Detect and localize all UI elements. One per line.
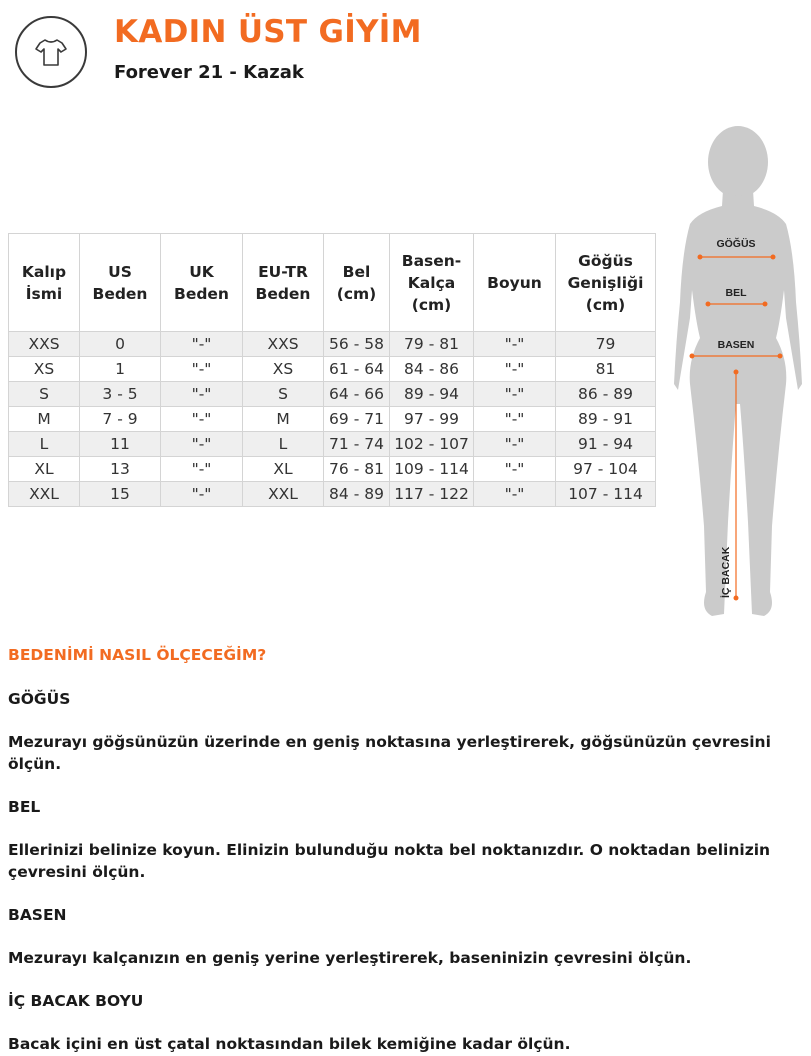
- column-header-line: (cm): [411, 295, 452, 314]
- table-cell: 86 - 89: [556, 382, 656, 407]
- column-header: [474, 234, 556, 332]
- column-header-line: Beden: [174, 284, 229, 303]
- column-header: [80, 234, 161, 332]
- measurement-guide: [8, 645, 798, 1055]
- table-cell: XS: [243, 357, 324, 382]
- table-cell: XXS: [9, 332, 80, 357]
- column-header-line: Beden: [92, 284, 148, 303]
- tshirt-icon: [33, 34, 69, 70]
- table-cell: 79: [556, 332, 656, 357]
- table-cell: 97 - 104: [556, 457, 656, 482]
- table-cell: XL: [243, 457, 324, 482]
- table-cell: "-": [474, 382, 556, 407]
- table-cell: 64 - 66: [324, 382, 390, 407]
- table-cell: 56 - 58: [324, 332, 390, 357]
- table-row: [9, 457, 656, 482]
- table-cell: 13: [80, 457, 161, 482]
- table-cell: "-": [474, 332, 556, 357]
- table-cell: 0: [80, 332, 161, 357]
- column-header: [324, 234, 390, 332]
- bust-title: GÖĞÜS: [8, 690, 71, 708]
- table-cell: 76 - 81: [324, 457, 390, 482]
- category-badge: [15, 16, 87, 88]
- column-header: [390, 234, 474, 332]
- table-cell: XL: [9, 457, 80, 482]
- table-cell: M: [9, 407, 80, 432]
- column-header-line: EU-TR: [258, 262, 308, 281]
- column-header-line: Genişliği: [567, 273, 644, 292]
- table-cell: 102 - 107: [390, 432, 474, 457]
- table-cell: 81: [556, 357, 656, 382]
- table-cell: L: [9, 432, 80, 457]
- column-header-line: UK: [189, 262, 214, 281]
- inseam-title: İÇ BACAK BOYU: [8, 992, 144, 1010]
- table-cell: 89 - 94: [390, 382, 474, 407]
- table-cell: M: [243, 407, 324, 432]
- table-cell: 69 - 71: [324, 407, 390, 432]
- column-header: [556, 234, 656, 332]
- column-header-line: Beden: [255, 284, 311, 303]
- column-header: [9, 234, 80, 332]
- table-cell: "-": [161, 482, 243, 507]
- table-cell: "-": [474, 457, 556, 482]
- column-header-line: Bel: [342, 262, 371, 281]
- product-subtitle: Forever 21 - Kazak: [114, 62, 304, 83]
- table-cell: XXS: [243, 332, 324, 357]
- table-cell: 7 - 9: [80, 407, 161, 432]
- table-cell: XS: [9, 357, 80, 382]
- waist-title: BEL: [8, 798, 41, 816]
- column-header-line: Göğüs: [578, 251, 633, 270]
- inseam-text: Bacak içini en üst çatal noktasından bilek kemiğine kadar ölçün.: [8, 1035, 571, 1053]
- column-header-line: (cm): [585, 295, 626, 314]
- table-cell: "-": [474, 482, 556, 507]
- bust-text: Mezurayı göğsünüzün üzerinde en geniş noktasına yerleştirerek, göğsünüzün çevresini ölçün.: [8, 733, 771, 773]
- table-cell: "-": [161, 457, 243, 482]
- table-cell: S: [9, 382, 80, 407]
- table-cell: 117 - 122: [390, 482, 474, 507]
- column-header-line: Basen-: [401, 251, 462, 270]
- table-cell: "-": [474, 432, 556, 457]
- column-header: [243, 234, 324, 332]
- table-cell: S: [243, 382, 324, 407]
- table-cell: 84 - 89: [324, 482, 390, 507]
- guide-heading: BEDENİMİ NASIL ÖLÇECEĞİM?: [8, 646, 267, 664]
- column-header-line: (cm): [336, 284, 377, 303]
- table-cell: "-": [161, 357, 243, 382]
- bust-label: GÖĞÜS: [716, 238, 756, 250]
- column-header-line: Boyun: [487, 273, 542, 292]
- table-row: [9, 432, 656, 457]
- table-cell: XXL: [9, 482, 80, 507]
- hip-label: BASEN: [717, 339, 755, 351]
- waist-label: BEL: [725, 287, 747, 299]
- inseam-label: İÇ BACAK: [720, 546, 732, 598]
- table-row: [9, 407, 656, 432]
- table-row: [9, 332, 656, 357]
- table-row: [9, 482, 656, 507]
- table-cell: "-": [161, 407, 243, 432]
- size-chart-table: [8, 233, 656, 507]
- hip-text: Mezurayı kalçanızın en geniş yerine yerleştirerek, baseninizin çevresini ölçün.: [8, 949, 692, 967]
- table-cell: 11: [80, 432, 161, 457]
- table-row: [9, 357, 656, 382]
- table-cell: 107 - 114: [556, 482, 656, 507]
- column-header-line: İsmi: [25, 284, 63, 303]
- body-silhouette: [674, 126, 802, 616]
- waist-text: Ellerinizi belinize koyun. Elinizin bulunduğu nokta bel noktanızdır. O noktadan belinizin çevresini ölçün.: [8, 841, 771, 881]
- page-title: KADIN ÜST GİYİM: [114, 14, 422, 50]
- column-header-line: US: [108, 262, 132, 281]
- table-cell: 79 - 81: [390, 332, 474, 357]
- table-cell: 89 - 91: [556, 407, 656, 432]
- table-cell: "-": [161, 332, 243, 357]
- column-header-line: Kalıp: [21, 262, 67, 281]
- table-cell: 109 - 114: [390, 457, 474, 482]
- table-cell: XXL: [243, 482, 324, 507]
- table-cell: "-": [161, 382, 243, 407]
- table-cell: L: [243, 432, 324, 457]
- column-header-line: Kalça: [407, 273, 456, 292]
- table-cell: 84 - 86: [390, 357, 474, 382]
- table-cell: 3 - 5: [80, 382, 161, 407]
- column-header: [161, 234, 243, 332]
- body-measurement-figure: [668, 122, 808, 622]
- hip-title: BASEN: [8, 906, 67, 924]
- table-cell: "-": [161, 432, 243, 457]
- table-cell: "-": [474, 407, 556, 432]
- table-row: [9, 382, 656, 407]
- table-cell: 15: [80, 482, 161, 507]
- table-cell: 97 - 99: [390, 407, 474, 432]
- table-body: [9, 332, 656, 507]
- table-cell: 61 - 64: [324, 357, 390, 382]
- table-cell: "-": [474, 357, 556, 382]
- table-cell: 71 - 74: [324, 432, 390, 457]
- table-cell: 91 - 94: [556, 432, 656, 457]
- table-cell: 1: [80, 357, 161, 382]
- table-header-row: [9, 234, 656, 332]
